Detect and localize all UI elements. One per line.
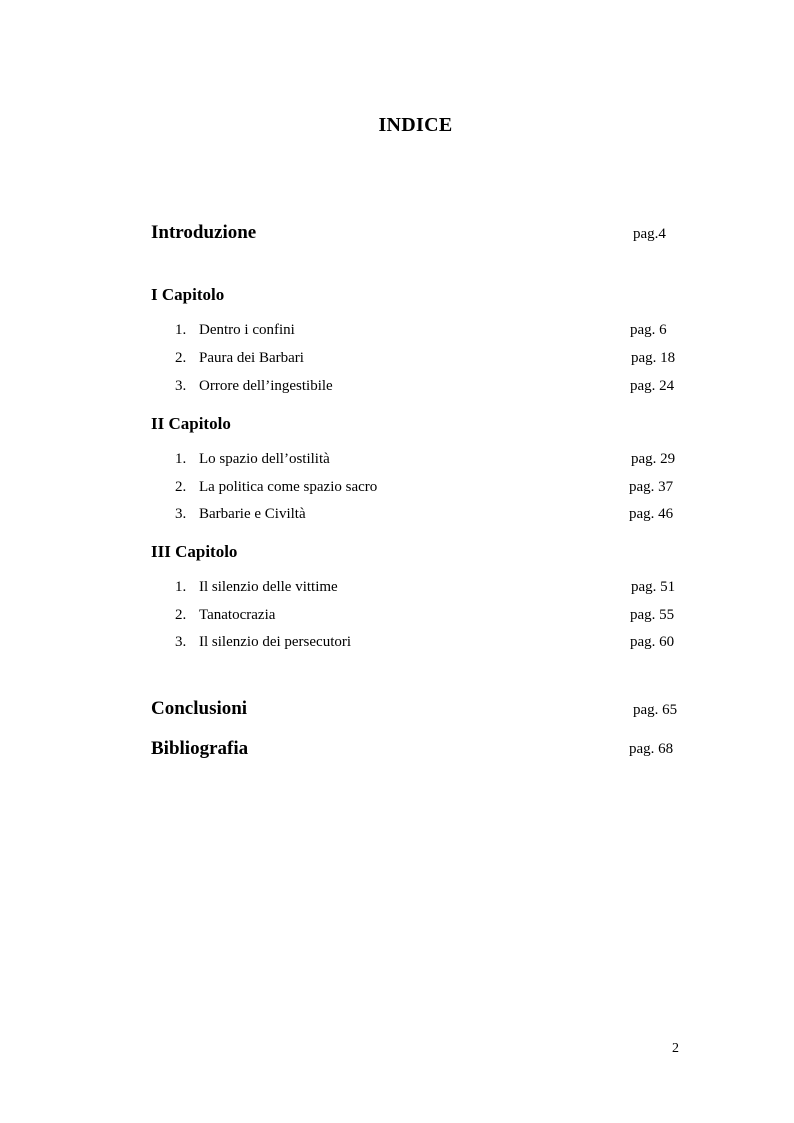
chapter-3-item-2-number: 2. xyxy=(175,607,187,623)
toc-introduction-label: Introduzione xyxy=(151,222,257,243)
chapter-3-heading: III Capitolo xyxy=(151,542,238,561)
chapter-2-item-2-page: pag. 37 xyxy=(629,479,674,495)
chapter-2-item-1-page: pag. 29 xyxy=(631,451,676,467)
toc-bibliography-page: pag. 68 xyxy=(629,741,674,757)
chapter-1-item-1-number: 1. xyxy=(175,322,187,338)
chapter-1-item-1-label: Dentro i confini xyxy=(199,322,295,338)
chapter-2-item-1-number: 1. xyxy=(175,451,187,467)
chapter-1-item-3-number: 3. xyxy=(175,378,187,394)
chapter-1-item-2-page: pag. 18 xyxy=(631,350,676,366)
chapter-3-item-2-page: pag. 55 xyxy=(630,607,675,623)
chapter-2-item-1-label: Lo spazio dell’ostilità xyxy=(199,451,330,467)
chapter-3-item-3-label: Il silenzio dei persecutori xyxy=(199,634,352,650)
page-number: 2 xyxy=(672,1041,679,1056)
page-title: INDICE xyxy=(378,114,453,136)
chapter-1-item-2-number: 2. xyxy=(175,350,187,366)
chapter-1-heading: I Capitolo xyxy=(151,285,225,304)
chapter-2-item-3-label: Barbarie e Civiltà xyxy=(199,506,306,522)
toc-introduction-page: pag.4 xyxy=(633,226,666,242)
chapter-2-item-3-page: pag. 46 xyxy=(629,506,674,522)
chapter-1-item-3-page: pag. 24 xyxy=(630,378,675,394)
chapter-1-item-3-label: Orrore dell’ingestibile xyxy=(199,378,333,394)
chapter-2-heading: II Capitolo xyxy=(151,414,231,433)
toc-bibliography-label: Bibliografia xyxy=(151,738,249,759)
chapter-1-item-2-label: Paura dei Barbari xyxy=(199,350,304,366)
chapter-3-item-3-number: 3. xyxy=(175,634,187,650)
toc-conclusions-label: Conclusioni xyxy=(151,698,248,719)
chapter-3-item-3-page: pag. 60 xyxy=(630,634,675,650)
chapter-2-item-3-number: 3. xyxy=(175,506,187,522)
chapter-1-item-1-page: pag. 6 xyxy=(630,322,667,338)
chapter-3-item-1-page: pag. 51 xyxy=(631,579,676,595)
chapter-2-item-2-label: La politica come spazio sacro xyxy=(199,479,378,495)
chapter-3-item-2-label: Tanatocrazia xyxy=(199,607,276,623)
chapter-3-item-1-number: 1. xyxy=(175,579,187,595)
toc-conclusions-page: pag. 65 xyxy=(633,702,678,718)
chapter-2-item-2-number: 2. xyxy=(175,479,187,495)
chapter-3-item-1-label: Il silenzio delle vittime xyxy=(199,579,338,595)
